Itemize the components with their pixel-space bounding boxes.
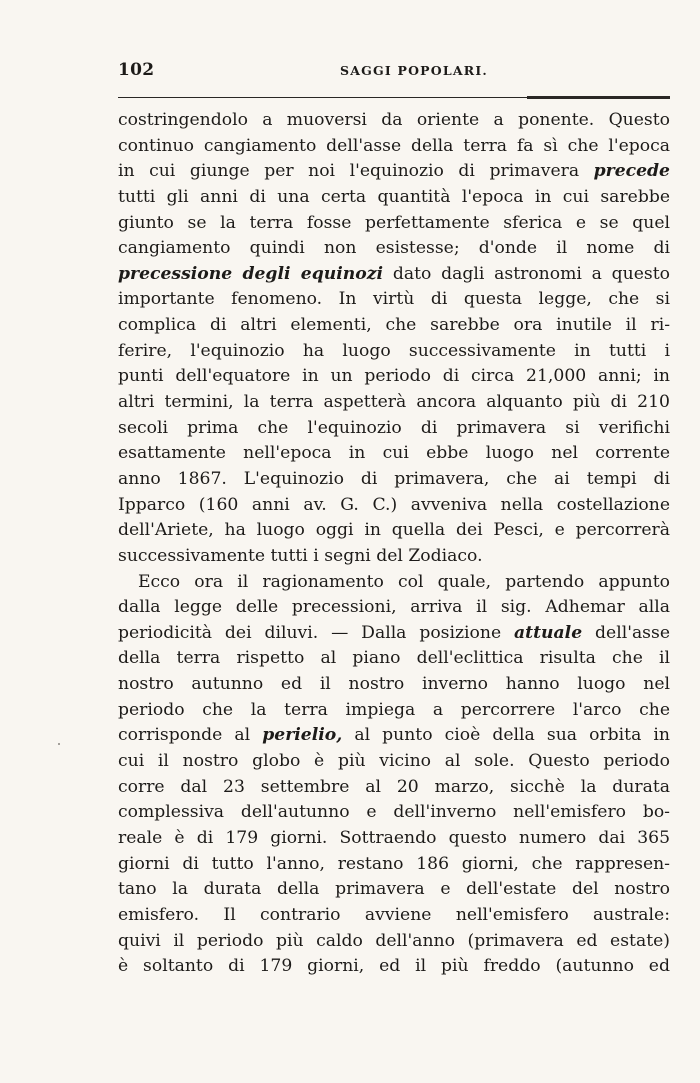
text-line: cangiamento quindi non esistesse; d'onde il nome di (118, 238, 670, 259)
text-line: periodicità dei diluvi. — Dalla posizione attuale dell'asse (118, 622, 670, 643)
italic-term: attuale (514, 622, 583, 643)
running-title: SAGGI POPOLARI. (340, 63, 488, 78)
text-line: è soltanto di 179 giorni, ed il più freddo (autunno ed (118, 956, 670, 977)
text-line: corrisponde al perielio, al punto cioè della sua orbita in (118, 725, 670, 746)
text-line: emisfero. Il contrario avviene nell'emisfero australe: (118, 904, 670, 925)
text-line: precessione degli equinozi dato dagli astronomi a questo (118, 263, 670, 284)
italic-term: precessione degli equinozi (118, 263, 384, 284)
text-line: tano la durata della primavera e dell'estate del nostro (118, 879, 670, 900)
italic-term: precede (593, 161, 670, 182)
text-line: periodo che la terra impiega a percorrere l'arco che (118, 699, 670, 720)
text-line: punti dell'equatore in un periodo di circa 21,000 anni; in (118, 366, 670, 387)
text-line: Ipparco (160 anni av. G. C.) avveniva nella costellazione (118, 494, 670, 515)
text-line: della terra rispetto al piano dell'eclittica risulta che il (118, 648, 670, 669)
body-text (118, 108, 670, 980)
header-rule-accent (527, 96, 670, 99)
text-line: dalla legge delle precessioni, arriva il sig. Adhemar alla (118, 597, 670, 618)
italic-term: perielio, (262, 725, 343, 746)
text-line: nostro autunno ed il nostro inverno hanno luogo nel (118, 674, 670, 695)
text-line: dell'Ariete, ha luogo oggi in quella dei Pesci, e percorrerà (118, 520, 670, 541)
text-line: secoli prima che l'equinozio di primavera si verifichi (118, 417, 670, 438)
text-line: anno 1867. L'equinozio di primavera, che ai tempi di (118, 468, 670, 489)
text-line: complessiva dell'autunno e dell'inverno nell'emisfero bo- (118, 802, 670, 823)
text-line: Ecco ora il ragionamento col quale, partendo appunto (138, 571, 670, 592)
text-line: quivi il periodo più caldo dell'anno (primavera ed estate) (118, 930, 670, 951)
text-line: cui il nostro globo è più vicino al sole. Questo periodo (118, 751, 670, 772)
text-line: giunto se la terra fosse perfettamente sferica e se quel (118, 212, 670, 233)
text-line: tutti gli anni di una certa quantità l'epoca in cui sarebbe (118, 186, 670, 207)
text-line: giorni di tutto l'anno, restano 186 giorni, che rappresen- (118, 853, 670, 874)
text-line: corre dal 23 settembre al 20 marzo, sicchè la durata (118, 776, 670, 797)
text-line: complica di altri elementi, che sarebbe ora inutile il ri- (118, 315, 670, 336)
text-line: successivamente tutti i segni del Zodiaco. (118, 545, 483, 566)
text-line: reale è di 179 giorni. Sottraendo questo numero dai 365 (118, 827, 670, 848)
page-header (118, 60, 670, 84)
text-line: continuo cangiamento dell'asse della terra fa sì che l'epoca (118, 135, 670, 156)
text-line: in cui giunge per noi l'equinozio di primavera precede (118, 161, 670, 182)
paper-speck (58, 743, 60, 745)
text-line: costringendolo a muoversi da oriente a ponente. Questo (118, 110, 670, 130)
text-line: esattamente nell'epoca in cui ebbe luogo nel corrente (118, 443, 670, 464)
page-number: 102 (118, 60, 155, 80)
text-line: altri termini, la terra aspetterà ancora alquanto più di 210 (118, 392, 670, 413)
text-line: importante fenomeno. In virtù di questa legge, che si (118, 289, 670, 310)
text-line: ferire, l'equinozio ha luogo successivamente in tutti i (118, 340, 670, 361)
